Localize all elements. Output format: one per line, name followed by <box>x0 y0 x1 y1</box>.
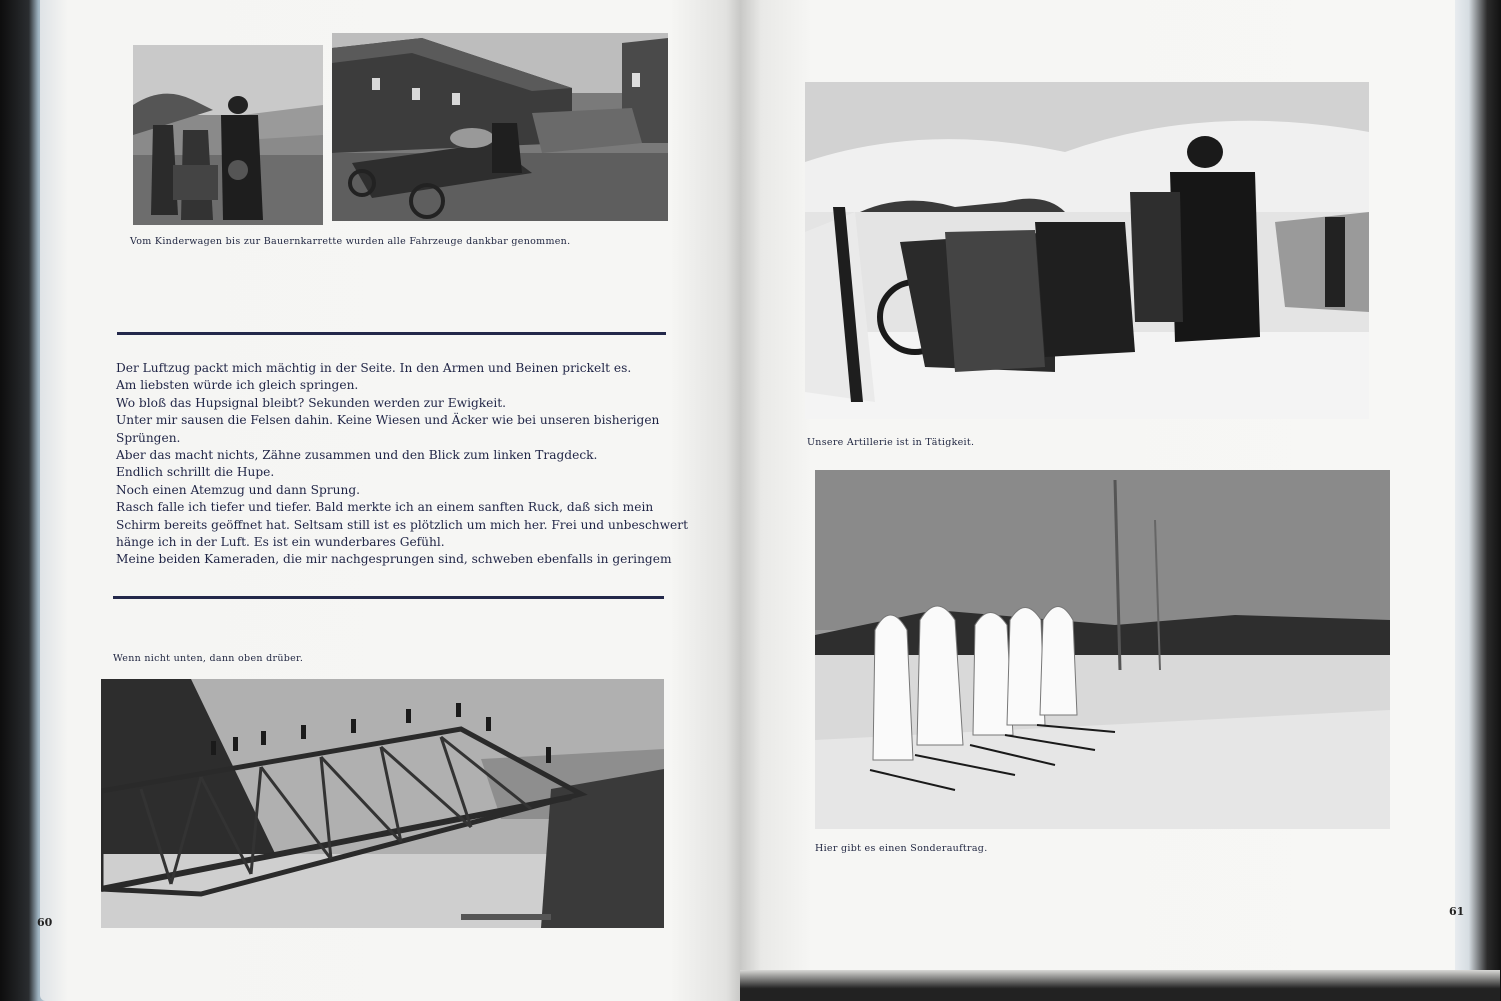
text-line: Am liebsten würde ich gleich springen. <box>116 378 359 393</box>
page-number-left: 60 <box>37 916 53 929</box>
text-line: hänge ich in der Luft. Es ist ein wunderbares Gefühl. <box>116 535 445 550</box>
text-line: Meine beiden Kameraden, die mir nachgesprungen sind, schweben ebenfalls in geringem <box>116 552 672 567</box>
caption-artillery: Unsere Artillerie ist in Tätigkeit. <box>807 437 975 448</box>
bottom-shadow <box>740 970 1500 1001</box>
divider-bottom <box>113 596 664 599</box>
text-line: Der Luftzug packt mich mächtig in der Seite. In den Armen und Beinen prickelt es. <box>116 361 632 375</box>
photo-farm-wagons <box>332 33 668 221</box>
text-line: Noch einen Atemzug und dann Sprung. <box>116 482 361 497</box>
caption-vehicles: Vom Kinderwagen bis zur Bauernkarrette wurden alle Fahrzeuge dankbar genommen. <box>130 236 571 247</box>
photo-ski-troops <box>815 470 1390 829</box>
text-line: Rasch falle ich tiefer und tiefer. Bald merkte ich an einem sanften Ruck, daß sich mein <box>116 500 654 515</box>
caption-bridge: Wenn nicht unten, dann oben drüber. <box>113 653 304 664</box>
page-number-right: 61 <box>1449 905 1465 918</box>
paragraph-parachute-jump <box>116 360 688 569</box>
text-line: Unter mir sausen die Felsen dahin. Keine Wiesen und Äcker wie bei unseren bisherigen <box>116 413 660 428</box>
book-cover-edge-right <box>1455 0 1501 1001</box>
divider-top <box>117 332 666 335</box>
photo-artillery-snow <box>805 82 1369 419</box>
text-line: Endlich schrillt die Hupe. <box>116 465 275 480</box>
photo-broken-bridge <box>101 679 664 928</box>
text-line: Aber das macht nichts, Zähne zusammen und den Blick zum linken Tragdeck. <box>116 448 598 463</box>
caption-ski-mission: Hier gibt es einen Sonderauftrag. <box>815 843 988 854</box>
text-line: Schirm bereits geöffnet hat. Seltsam still ist es plötzlich um mich her. Frei und unbeschwert <box>116 517 688 532</box>
text-line: Wo bloß das Hupsignal bleibt? Sekunden werden zur Ewigkeit. <box>116 395 507 410</box>
photo-soldiers-pram <box>133 45 323 225</box>
text-line: Sprüngen. <box>116 430 181 445</box>
